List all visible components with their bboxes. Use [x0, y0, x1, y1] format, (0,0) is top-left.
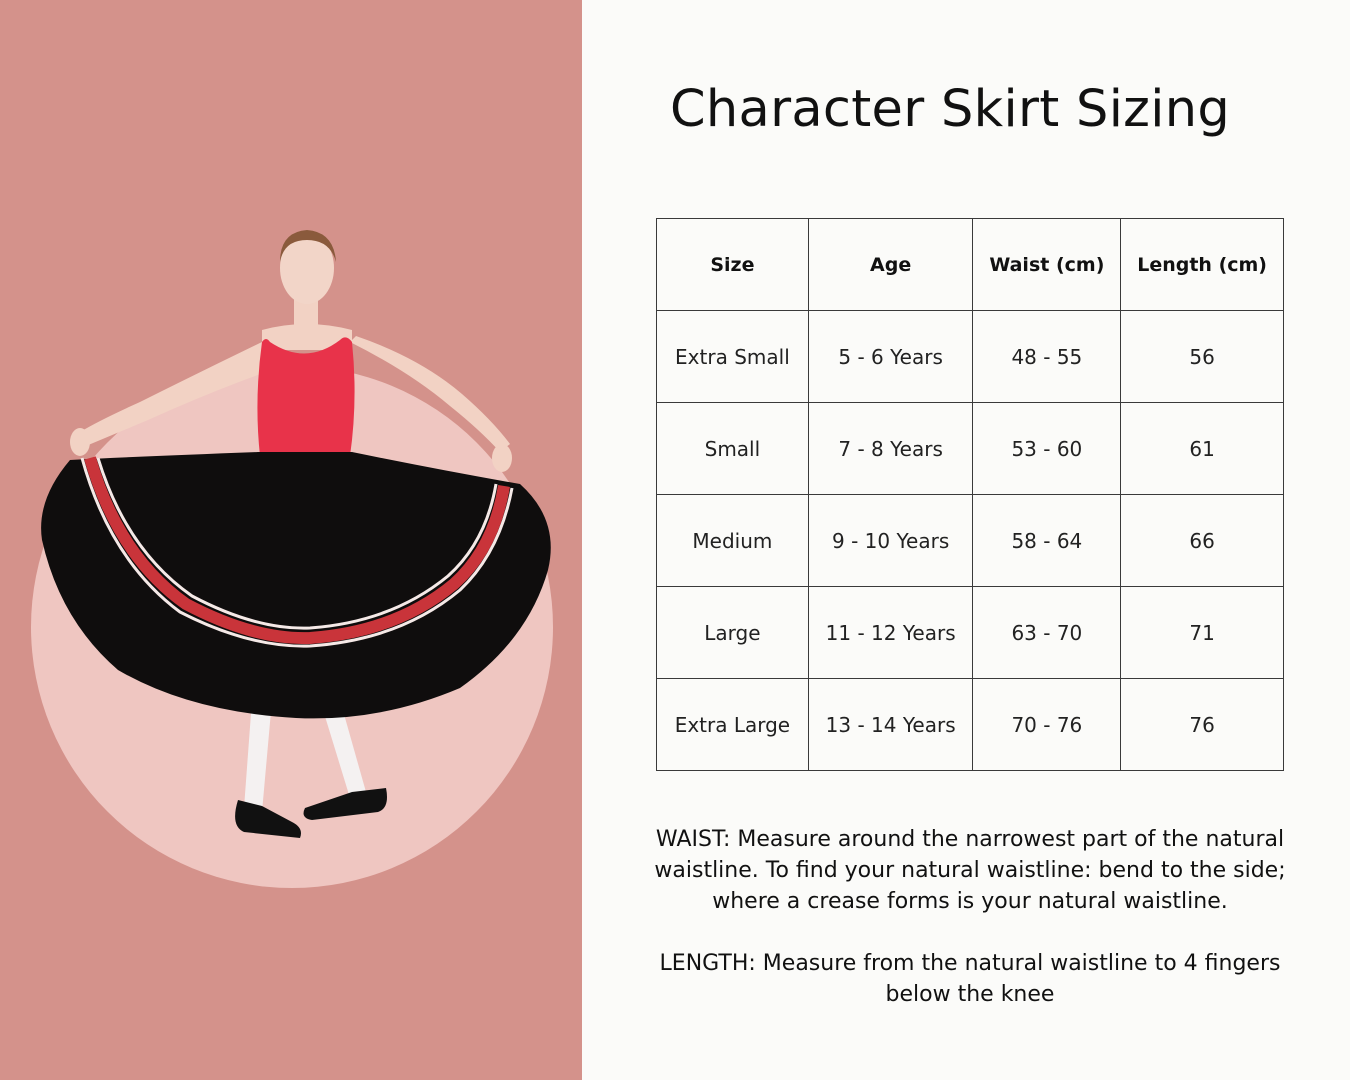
cell-age: 7 - 8 Years: [808, 403, 973, 495]
table-row: [657, 311, 1284, 403]
right-panel: [582, 0, 1350, 1080]
cell-length: 66: [1121, 495, 1284, 587]
size-chart-table: [656, 218, 1284, 771]
cell-waist: 48 - 55: [973, 311, 1121, 403]
left-panel: [0, 0, 582, 1080]
cell-age: 9 - 10 Years: [808, 495, 973, 587]
waist-note: WAIST: Measure around the narrowest part of the natural waistline. To find your natural waistline: bend to the side; where a crease forms is your natural waistline.: [654, 827, 1286, 914]
length-note: LENGTH: Measure from the natural waistline to 4 fingers below the knee: [659, 951, 1281, 1007]
cell-waist: 53 - 60: [973, 403, 1121, 495]
table-header-row: [657, 219, 1284, 311]
cell-length: 76: [1121, 679, 1284, 771]
cell-size: Extra Large: [657, 679, 809, 771]
cell-size: Extra Small: [657, 311, 809, 403]
cell-age: 5 - 6 Years: [808, 311, 973, 403]
cell-waist: 70 - 76: [973, 679, 1121, 771]
measurement-notes: [642, 824, 1298, 1041]
cell-waist: 58 - 64: [973, 495, 1121, 587]
table-row: [657, 587, 1284, 679]
table-row: [657, 679, 1284, 771]
cell-size: Medium: [657, 495, 809, 587]
header-size: Size: [657, 219, 809, 311]
table-row: [657, 495, 1284, 587]
cell-size: Small: [657, 403, 809, 495]
page-title: Character Skirt Sizing: [669, 80, 1231, 139]
table-row: [657, 403, 1284, 495]
header-length: Length (cm): [1121, 219, 1284, 311]
cell-length: 61: [1121, 403, 1284, 495]
header-age: Age: [808, 219, 973, 311]
dancer-photo: [0, 0, 582, 1080]
cell-length: 71: [1121, 587, 1284, 679]
cell-age: 11 - 12 Years: [808, 587, 973, 679]
cell-size: Large: [657, 587, 809, 679]
cell-age: 13 - 14 Years: [808, 679, 973, 771]
header-waist: Waist (cm): [973, 219, 1121, 311]
cell-waist: 63 - 70: [973, 587, 1121, 679]
cell-length: 56: [1121, 311, 1284, 403]
